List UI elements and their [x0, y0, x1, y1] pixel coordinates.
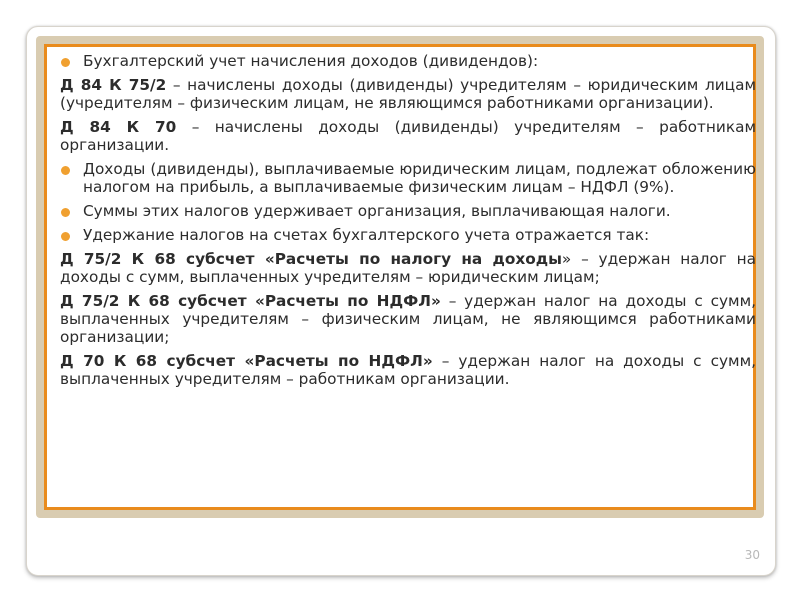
- bullet-paragraph-2: [56, 160, 756, 196]
- entry-paragraph-3: [56, 250, 756, 286]
- paragraph-text: Доходы (дивиденды), выплачиваемые юридическим лицам, подлежат обложению налогом на прибыль, а выплачиваемые физическим лицам – НДФЛ (9%).: [83, 160, 756, 196]
- bullet-paragraph-4: [56, 226, 756, 244]
- page-number: 30: [744, 548, 760, 562]
- bullet-dot-icon: [61, 208, 70, 217]
- entry-paragraph-4: [56, 292, 756, 346]
- bullet-dot-icon: [61, 166, 70, 175]
- entry-code: Д 75/2 К 68 субсчет «Расчеты по НДФЛ»: [60, 292, 441, 310]
- bullet-dot-icon: [61, 58, 70, 67]
- entry-paragraph-2: [56, 118, 756, 154]
- bullet-paragraph-3: [56, 202, 756, 220]
- entry-text: » – удержан налог на доходы с сумм, выплаченных учредителям – юридическим лицам;: [60, 250, 756, 286]
- entry-text: – начислены доходы (дивиденды) учредителям – работникам организации.: [60, 118, 756, 154]
- entry-code: Д 84 К 75/2: [60, 76, 167, 94]
- entry-code: Д 75/2 К 68 субсчет «Расчеты по налогу на доходы: [60, 250, 562, 268]
- paragraph-text: Удержание налогов на счетах бухгалтерского учета отражается так:: [83, 226, 650, 244]
- entry-text: – удержан налог на доходы с сумм, выплаченных учредителям – физическим лицам, не являющимся работниками организации;: [60, 292, 756, 346]
- entry-text: – удержан налог на доходы с сумм, выплаченных учредителям – работникам организации.: [60, 352, 756, 388]
- slide-text: [56, 52, 756, 394]
- entry-code: Д 70 К 68 субсчет «Расчеты по НДФЛ»: [60, 352, 433, 370]
- bullet-paragraph-1: [56, 52, 756, 70]
- entry-paragraph-1: [56, 76, 756, 112]
- paragraph-text: Суммы этих налогов удерживает организация, выплачивающая налоги.: [83, 202, 671, 220]
- paragraph-text: Бухгалтерский учет начисления доходов (дивидендов):: [83, 52, 539, 70]
- bullet-dot-icon: [61, 232, 70, 241]
- entry-paragraph-5: [56, 352, 756, 388]
- entry-text: – начислены доходы (дивиденды) учредителям – юридическим лицам (учредителям – физическим лицам, не являющимся работниками организации).: [60, 76, 756, 112]
- entry-code: Д 84 К 70: [60, 118, 177, 136]
